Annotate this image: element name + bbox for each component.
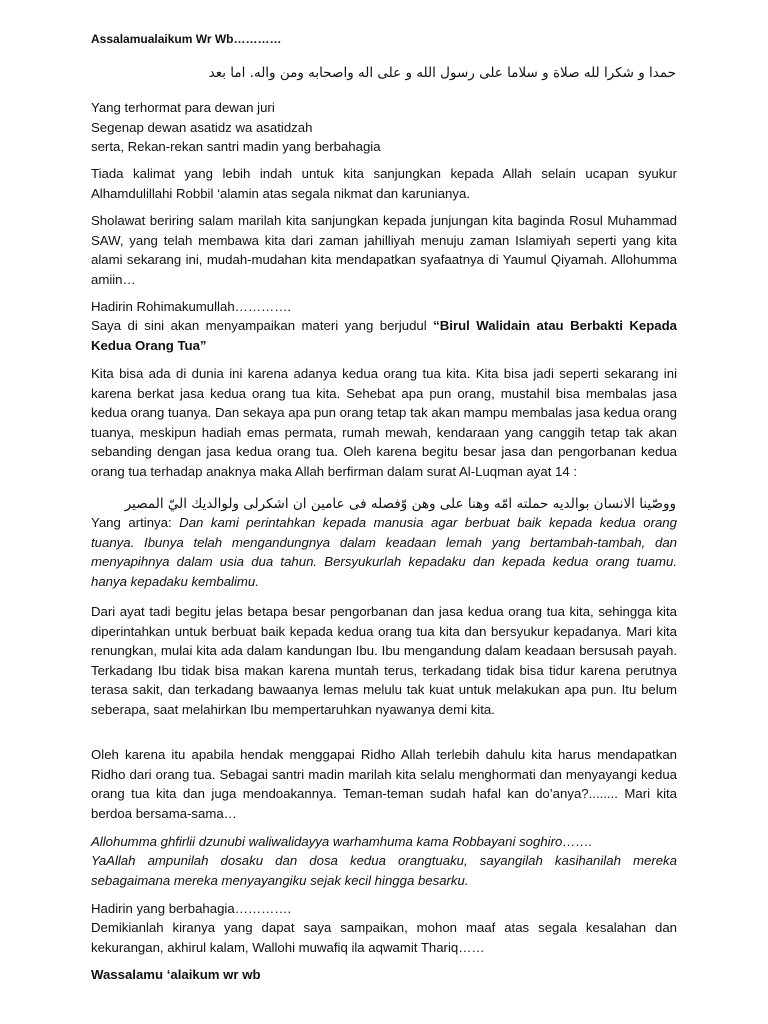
- paragraph-parents-merit: Kita bisa ada di dunia ini karena adanya kedua orang tua kita. Kita bisa jadi seperti sekarang ini karena berkat jasa kedua orang tua kita. Sehebat apa pun orang, mustahil bisa membalas jasa kedua orang tuanya. Dan sekaya apa pun orang tetap tak akan mampu membalas jasa kedua orang tuanya, meskipun hadiah emas permata, rumah mewah, kendaraan yang canggih tetap tak akan sebanding dengan jasa kedua orang tua. Oleh karena begitu besar jasa dan pengorbanan kedua orang tua terhadap anaknya maka Allah berfirman dalam surat Al-Luqman ayat 14 :: [91, 366, 677, 479]
- greeting: Assalamualaikum Wr Wb…………: [91, 32, 282, 46]
- paragraph-sholawat: Sholawat beriring salam marilah kita sanjungkan kepada junjungan kita baginda Rosul Muhammad SAW, yang telah membawa kita dari zaman jahilliyah menuju zaman Islamiyah seperti yang kita alami sekarang ini, mudah-mudahan kita mendapatkan syafaatnya di Yaumul Qiyamah. Allohumma amiin…: [91, 213, 677, 287]
- opening-arabic-praise: حمدا و شكرا لله صلاة و سلاما على رسول الله و على اله واصحابه ومن واله. اما بعد: [208, 65, 676, 81]
- hadirin-opening: Hadirin Rohimakumullah………….: [91, 299, 292, 314]
- paragraph-closing: Demikianlah kiranya yang dapat saya sampaikan, mohon maaf atas segala kesalahan dan kekurangan, akhirul kalam, Wallohi muwafiq ila aqwamit Thariq……: [91, 920, 677, 955]
- hadirin-closing: Hadirin yang berbahagia………….: [91, 901, 292, 916]
- topic-intro: Saya di sini akan menyampaikan materi yang berjudul: [91, 318, 434, 333]
- topic-statement: [91, 316, 677, 355]
- salutation-line: Segenap dewan asatidz wa asatidzah: [91, 119, 313, 135]
- topic-title: “Birul Walidain atau Berbakti Kepada Kedua Orang Tua”: [91, 318, 677, 353]
- translation-label: Yang artinya:: [91, 515, 180, 530]
- prayer-meaning: YaAllah ampunilah dosaku dan dosa kedua orangtuaku, sayangilah kasihanilah mereka sebagaimana mereka menyayangiku sejak kecil hingga besarku.: [91, 853, 677, 888]
- paragraph-gratitude: Tiada kalimat yang lebih indah untuk kita sanjungkan kepada Allah selain ucapan syukur Alhamdulillahi Robbil ‘alamin atas segala nikmat dan karunianya.: [91, 166, 677, 201]
- prayer-latin: Allohumma ghfirlii dzunubi waliwalidayya warhamhuma kama Robbayani soghiro…….: [91, 834, 593, 849]
- verse-translation: [91, 513, 677, 591]
- salutations: [91, 98, 677, 157]
- paragraph-ridho: Oleh karena itu apabila hendak menggapai Ridho Allah terlebih dahulu kita harus mendapatkan Ridho dari orang tua. Sebagai santri madin marilah kita selalu menghormati dan menyayangi kedua orang tua kita dan juga mendoakannya. Teman-teman sudah hafal kan do’anya?........ Mari kita berdoa bersama-sama…: [91, 747, 677, 821]
- salutation-line: serta, Rekan-rekan santri madin yang berbahagia: [91, 139, 381, 154]
- translation-text: Dan kami perintahkan kepada manusia agar berbuat baik kepada kedua orang tuanya. Ibunya telah mengandungnya dalam keadaan lemah yang bertambah-tambah, dan menyapihnya dalam usia dua tahun. Bersyukurlah kepadaku dan kepada kedua orang tuamu. hanya kepadaku kembalimu.: [91, 515, 677, 589]
- salutation-line: Yang terhormat para dewan juri: [91, 100, 275, 115]
- paragraph-mother-sacrifice: Dari ayat tadi begitu jelas betapa besar pengorbanan dan jasa kedua orang tua kita, sehingga kita diperintahkan untuk berbuat baik kepada kedua orang tua kita dan bersyukur kepadanya. Mari kita renungkan, mulai kita ada dalam kandungan Ibu. Ibu mengandung dalam keadaan bersusah payah. Terkadang Ibu tidak bisa makan karena muntah terus, terkadang tidak bisa tidur karena perutnya terasa sakit, dan terkadang bawaanya lemas melulu tak kuat untuk melakukan apa pun. Itu belum seberapa, saat melahirkan Ibu mempertaruhkan nyawanya demi kita.: [91, 604, 677, 717]
- closing-salam: Wassalamu ‘alaikum wr wb: [91, 967, 261, 982]
- verse-arabic: ووصّينا الانسان بوالديه حملته امّه وهنا على وهن وّفصله فى عامين ان اشكرلى ولوالديك اليّ المصير: [124, 496, 676, 512]
